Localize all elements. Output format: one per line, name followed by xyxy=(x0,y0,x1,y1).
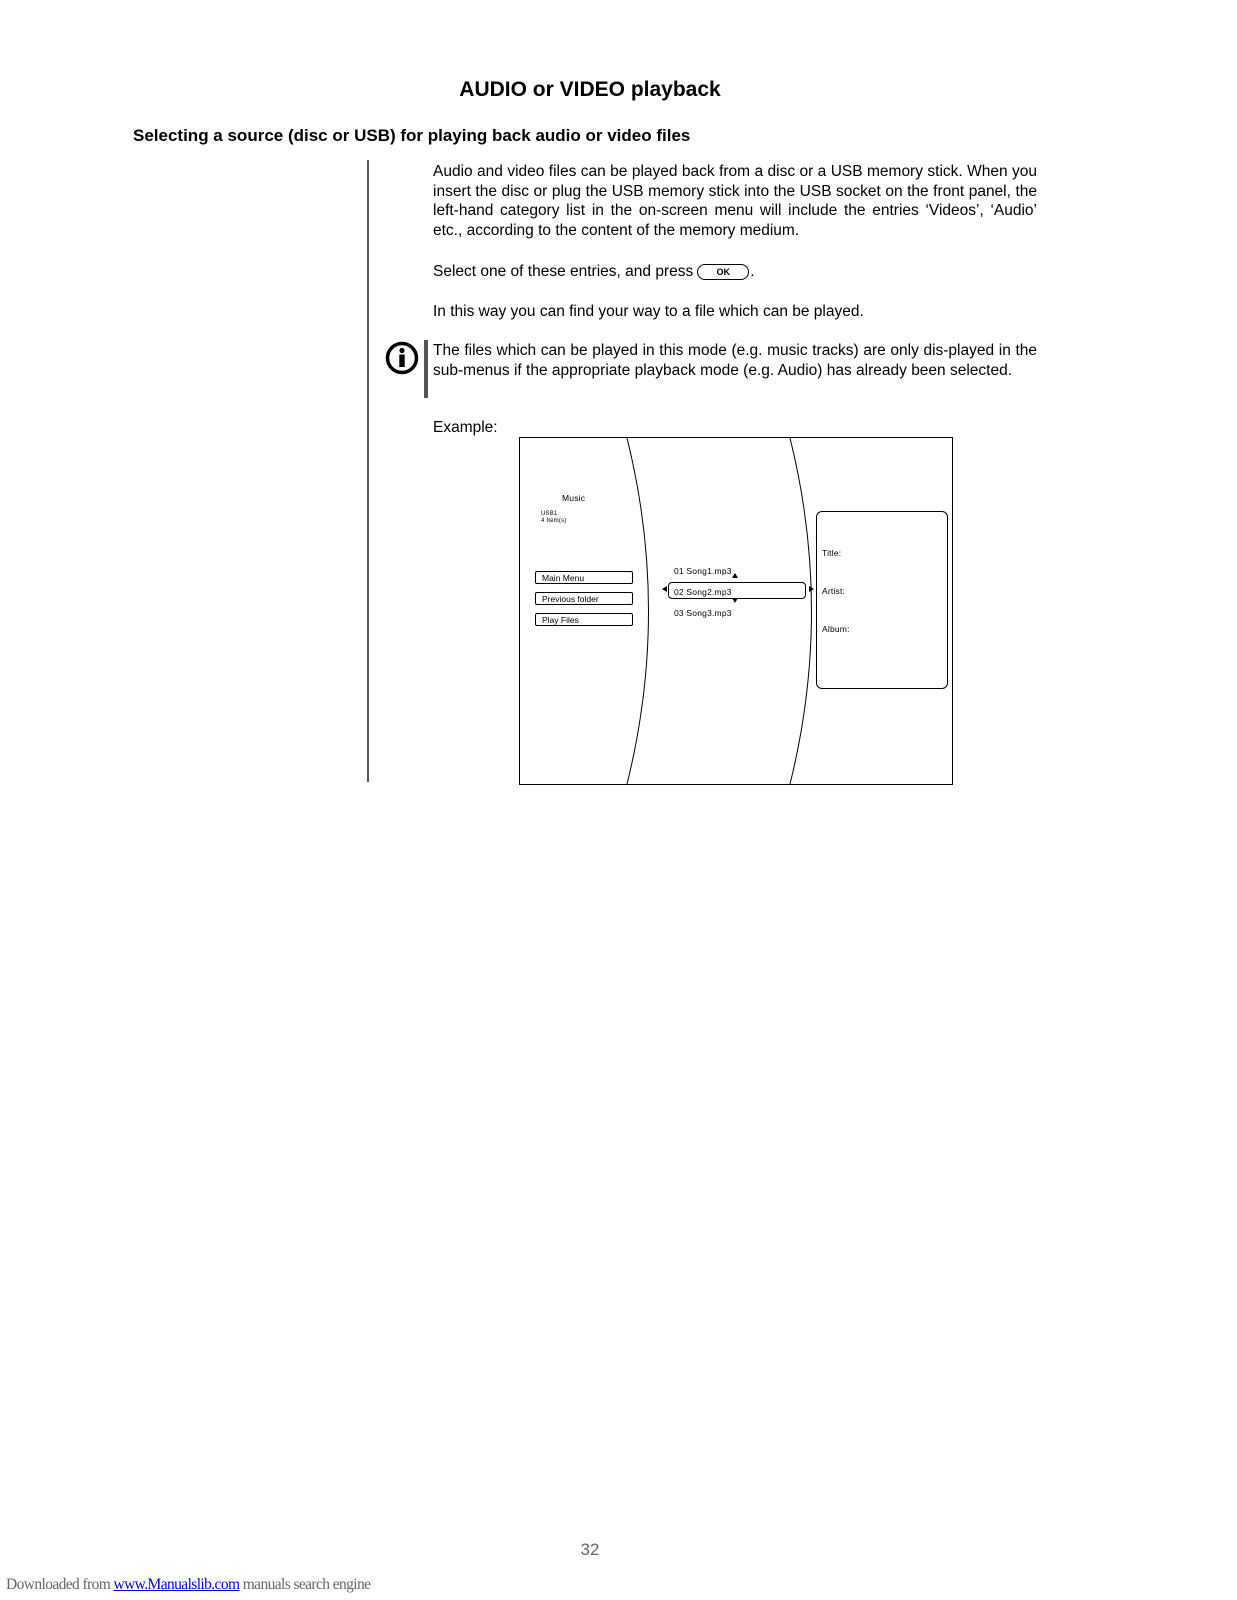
select-text: Select one of these entries, and press xyxy=(433,263,694,280)
page-number: 32 xyxy=(580,1540,600,1559)
note-bar xyxy=(424,340,428,398)
manualslib-link[interactable]: www.Manualslib.com xyxy=(113,1576,240,1593)
info-field-artist: Artist: xyxy=(822,586,846,596)
previous-folder-button: Previous folder xyxy=(535,592,633,605)
navigation-paragraph: In this way you can find your way to a file which can be played. xyxy=(433,303,864,320)
example-label: Example: xyxy=(433,419,498,436)
select-instruction xyxy=(433,262,1037,282)
screen-item-count: 4 Item(s) xyxy=(541,518,567,524)
play-files-button: Play Files xyxy=(535,613,633,626)
file-item: 03 Song3.mp3 xyxy=(674,608,732,618)
footer-suffix: manuals search engine xyxy=(239,1576,371,1593)
page-title: AUDIO or VIDEO playback xyxy=(459,78,721,101)
screen-header: Music xyxy=(562,493,586,503)
file-item-selected: 02 Song2.mp3 xyxy=(674,587,732,597)
info-field-title: Title: xyxy=(822,548,842,558)
margin-rule xyxy=(367,160,369,782)
screen-source: USB1 xyxy=(541,511,558,517)
select-text-end: . xyxy=(750,263,755,280)
info-panel xyxy=(816,511,948,689)
footer xyxy=(6,1576,370,1594)
footer-prefix: Downloaded from xyxy=(6,1576,114,1593)
example-screen xyxy=(519,437,953,785)
intro-paragraph: Audio and video files can be played back from a disc or a USB memory stick. When you insert the disc or plug the USB memory stick into the USB socket on the front panel, the left-hand category list in the on-screen menu will include the entries ‘Videos’, ‘Audio’ etc., according to the content of the memory medium. xyxy=(433,163,1037,239)
main-menu-button: Main Menu xyxy=(535,571,633,584)
info-field-album: Album: xyxy=(822,624,850,634)
section-heading: Selecting a source (disc or USB) for playing back audio or video files xyxy=(133,126,691,145)
file-item: 01 Song1.mp3 xyxy=(674,566,732,576)
ok-button-icon: OK xyxy=(697,264,749,280)
note-paragraph: The files which can be played in this mode (e.g. music tracks) are only dis-played in the sub-menus if the appropriate playback mode (e.g. Audio) has already been selected. xyxy=(433,342,1037,379)
info-icon xyxy=(385,341,419,375)
